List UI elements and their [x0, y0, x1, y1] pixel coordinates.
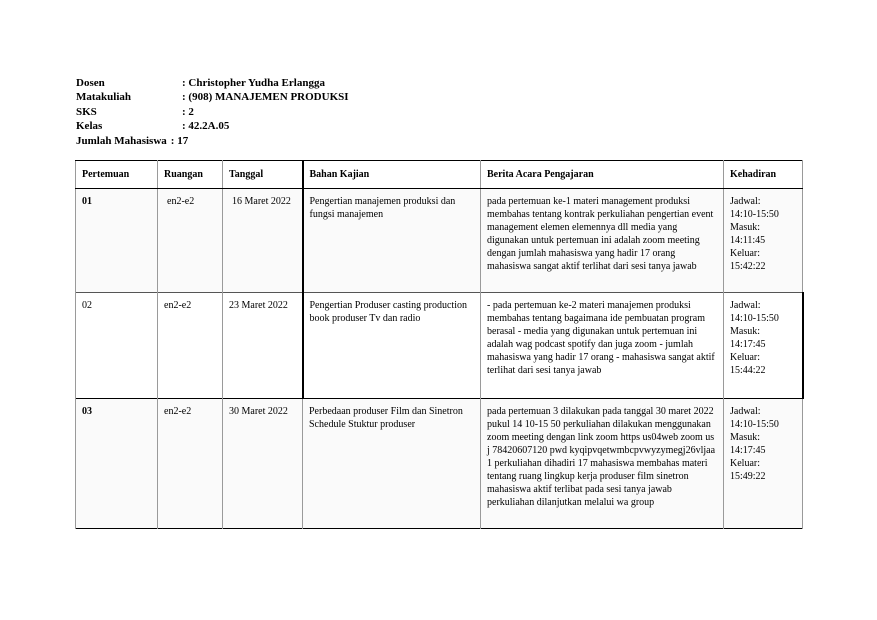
- cell-ruangan: en2-e2: [158, 293, 223, 399]
- info-label: Jumlah Mahasiswa: [76, 134, 167, 147]
- column-header-bahan-kajian: Bahan Kajian: [303, 161, 481, 189]
- cell-bahan-kajian: Pengertian Produser casting production book produser Tv dan radio: [303, 293, 481, 399]
- cell-tanggal: 23 Maret 2022: [223, 293, 303, 399]
- jadwal-label: Jadwal:: [730, 196, 761, 207]
- info-value: : 2: [182, 105, 194, 119]
- column-header-tanggal: Tanggal: [223, 161, 303, 189]
- table-header-row: [76, 161, 803, 189]
- cell-ruangan: en2-e2: [158, 399, 223, 529]
- cell-bahan-kajian: Pengertian manajemen produksi dan fungsi manajemen: [303, 189, 481, 293]
- cell-bahan-kajian: Perbedaan produser Film dan Sinetron Schedule Stuktur produser: [303, 399, 481, 529]
- masuk-label: Masuk:: [730, 432, 760, 443]
- table-row: [76, 399, 803, 529]
- course-info-header: [76, 76, 349, 148]
- info-row-kelas: [76, 119, 349, 133]
- info-label: Kelas: [76, 120, 103, 133]
- keluar-label: Keluar:: [730, 352, 760, 363]
- keluar-value: 15:49:22: [730, 471, 766, 482]
- column-header-berita-acara: Berita Acara Pengajaran: [481, 161, 724, 189]
- keluar-label: Keluar:: [730, 248, 760, 259]
- keluar-value: 15:42:22: [730, 261, 766, 272]
- info-row-sks: [76, 105, 349, 119]
- jadwal-value: 14:10-15:50: [730, 313, 779, 324]
- jadwal-label: Jadwal:: [730, 300, 761, 311]
- masuk-value: 14:17:45: [730, 339, 766, 350]
- info-label: Matakuliah: [76, 91, 132, 104]
- table-row: [76, 189, 803, 293]
- masuk-value: 14:11:45: [730, 235, 766, 246]
- cell-tanggal: 30 Maret 2022: [223, 399, 303, 529]
- cell-berita-acara: pada pertemuan 3 dilakukan pada tanggal 30 maret 2022 pukul 14 10-15 50 perkuliahan dilakukan menggunakan zoom meeting dengan link zoom https us04web zoom us j 78420607120 pwd kyqipvqetwmbcpvwyzymegj26vljaa 1 perkuliahan dihadiri 17 mahasiswa membahas materi tentang ruang lingkup kerja produser film sinetron mahasiswa aktif terlibat pada sesi tanya jawab perkuliahan dilanjutkan melalui wa group: [481, 399, 724, 529]
- cell-kehadiran: [724, 399, 803, 529]
- masuk-label: Masuk:: [730, 326, 760, 337]
- info-value: : 42.2A.05: [182, 119, 229, 133]
- column-header-pertemuan: Pertemuan: [76, 161, 158, 189]
- jadwal-label: Jadwal:: [730, 406, 761, 417]
- info-label: SKS: [76, 105, 97, 118]
- cell-berita-acara: - pada pertemuan ke-2 materi manajemen produksi membahas tentang bagaimana ide pembuatan program berasal - media yang digunakan untuk pertemuan ini adalah wag podcast spotify dan juga zoom - jumlah mahasiswa yang hadir 17 orang - mahasiswa sangat aktif terlihat dari sesi tanya jawab: [481, 293, 724, 399]
- cell-pertemuan: 01: [76, 189, 158, 293]
- masuk-value: 14:17:45: [730, 445, 766, 456]
- cell-berita-acara: pada pertemuan ke-1 materi management produksi membahas tentang kontrak perkuliahan pengertian event management elemen elemennya dll media yang digunakan untuk pertemuan ini adalah zoom meeting dengan jumlah mahasiswa yang hadir 17 orang mahasiswa sangat aktif terlihat dari sesi tanya jawab: [481, 189, 724, 293]
- info-row-matakuliah: [76, 90, 349, 104]
- column-header-ruangan: Ruangan: [158, 161, 223, 189]
- cell-ruangan: en2-e2: [158, 189, 223, 293]
- info-value: : Christopher Yudha Erlangga: [182, 76, 325, 90]
- jadwal-value: 14:10-15:50: [730, 209, 779, 220]
- jadwal-value: 14:10-15:50: [730, 419, 779, 430]
- column-header-kehadiran: Kehadiran: [724, 161, 803, 189]
- cell-tanggal: 16 Maret 2022: [223, 189, 303, 293]
- masuk-label: Masuk:: [730, 222, 760, 233]
- attendance-table: [75, 160, 804, 529]
- cell-pertemuan: 02: [76, 293, 158, 399]
- keluar-label: Keluar:: [730, 458, 760, 469]
- cell-kehadiran: [724, 189, 803, 293]
- table-row: [76, 293, 803, 399]
- cell-kehadiran: [724, 293, 803, 399]
- info-row-dosen: [76, 76, 349, 90]
- cell-pertemuan: 03: [76, 399, 158, 529]
- info-label: Dosen: [76, 77, 105, 89]
- info-row-jumlah-mahasiswa: [76, 134, 349, 148]
- info-value: : 17: [171, 134, 188, 148]
- keluar-value: 15:44:22: [730, 365, 766, 376]
- info-value: : (908) MANAJEMEN PRODUKSI: [182, 90, 349, 104]
